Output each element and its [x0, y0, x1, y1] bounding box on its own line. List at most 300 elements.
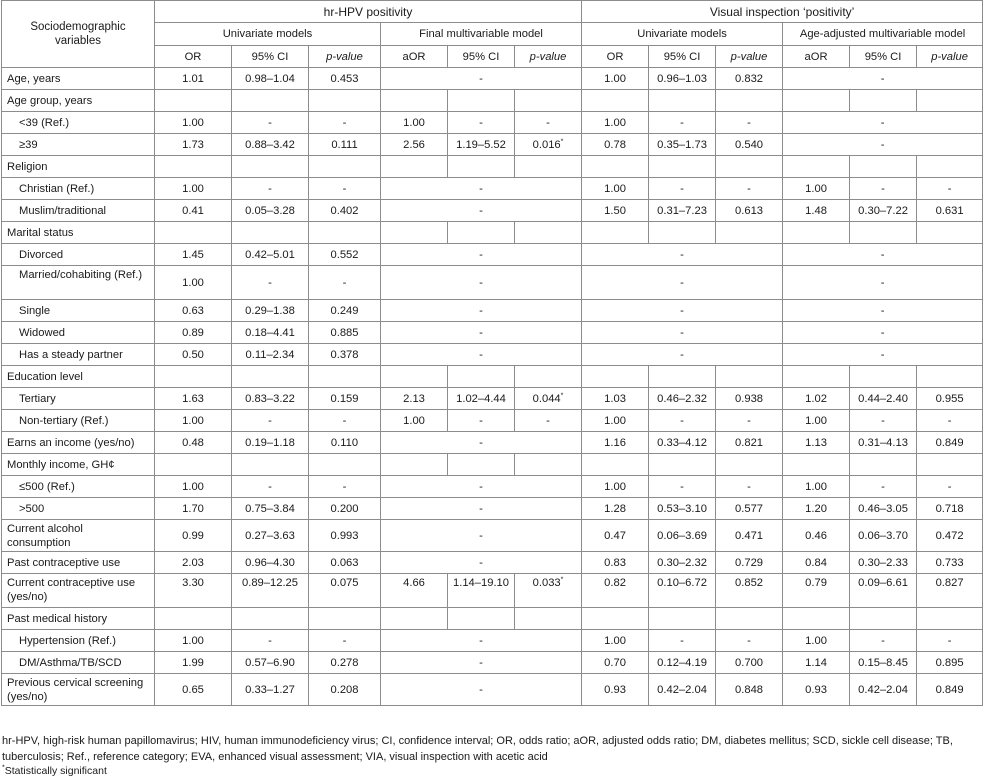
value-cell: [850, 200, 917, 222]
table-row: [2, 552, 983, 574]
empty-cell: [582, 156, 649, 178]
value-cell: [783, 520, 850, 552]
empty-cell: [232, 156, 309, 178]
row-label: <39 (Ref.): [2, 112, 155, 134]
cell-text: 1.00: [182, 116, 204, 129]
merged-cell: [381, 266, 582, 300]
value-cell: [716, 652, 783, 674]
header-ci: 95% CI: [850, 46, 917, 68]
value-cell: [582, 574, 649, 608]
cell-text: 0.31–4.13: [858, 436, 908, 449]
cell-text: 0.98–1.04: [245, 72, 295, 85]
table-footnotes: [2, 733, 982, 777]
value-cell: [783, 200, 850, 222]
merged-cell: [381, 476, 582, 498]
cell-text: 1.50: [604, 204, 626, 217]
significance-text: Statistically significant: [4, 765, 107, 777]
cell-text: 0.729: [735, 556, 764, 569]
cell-text: -: [680, 248, 684, 261]
value-cell: [155, 674, 232, 706]
value-cell: [381, 134, 448, 156]
value-cell: [232, 344, 309, 366]
cell-text: -: [880, 304, 885, 317]
cell-text: 1.02: [805, 392, 827, 405]
empty-cell: [582, 366, 649, 388]
value-cell: [716, 520, 783, 552]
cell-text: 0.57–6.90: [245, 656, 295, 669]
merged-cell: [783, 112, 983, 134]
cell-text: -: [268, 480, 272, 493]
cell-text: -: [747, 116, 751, 129]
empty-cell: [448, 90, 515, 112]
value-cell: [232, 68, 309, 90]
value-cell: [783, 674, 850, 706]
value-cell: [232, 112, 309, 134]
cell-text: -: [680, 116, 684, 129]
empty-cell: [716, 90, 783, 112]
value-cell: [850, 432, 917, 454]
value-cell: [716, 630, 783, 652]
value-cell: [850, 178, 917, 200]
cell-text: 0.27–3.63: [245, 529, 295, 542]
cell-text: 0.33–1.27: [245, 683, 295, 696]
empty-cell: [850, 90, 917, 112]
empty-cell: [448, 608, 515, 630]
value-cell: [582, 200, 649, 222]
value-cell: [381, 574, 448, 608]
cell-text: 2.03: [182, 556, 204, 569]
value-cell: [448, 574, 515, 608]
value-cell: [309, 344, 381, 366]
cell-text: 1.01: [182, 72, 204, 85]
table-row: [2, 498, 983, 520]
value-cell: [917, 574, 983, 608]
cell-text: -: [680, 634, 684, 647]
value-cell: [649, 674, 716, 706]
table-row: [2, 266, 983, 300]
value-cell: [783, 178, 850, 200]
empty-cell: [850, 454, 917, 476]
cell-text: -: [680, 276, 684, 289]
cell-text: 1.00: [604, 116, 626, 129]
empty-cell: [381, 454, 448, 476]
cell-text: 0.249: [330, 304, 359, 317]
value-cell: [582, 178, 649, 200]
value-cell: [232, 652, 309, 674]
value-cell: [917, 432, 983, 454]
section-label: Age group, years: [2, 90, 155, 112]
empty-cell: [716, 454, 783, 476]
empty-cell: [850, 366, 917, 388]
empty-cell: [716, 366, 783, 388]
cell-text: 0.044: [532, 392, 561, 405]
merged-cell: [381, 674, 582, 706]
value-cell: [515, 388, 582, 410]
header-hrhpv-positivity: hr-HPV positivity: [155, 1, 582, 23]
value-cell: [850, 388, 917, 410]
cell-text: 0.631: [935, 204, 964, 217]
cell-text: 0.540: [735, 138, 764, 151]
value-cell: [716, 410, 783, 432]
value-cell: [448, 112, 515, 134]
cell-text: -: [342, 480, 347, 493]
merged-cell: [381, 300, 582, 322]
empty-cell: [155, 222, 232, 244]
merged-cell: [582, 266, 783, 300]
cell-text: 1.20: [805, 502, 827, 515]
value-cell: [155, 388, 232, 410]
empty-cell: [783, 454, 850, 476]
table-row: [2, 410, 983, 432]
cell-text: 0.278: [330, 656, 359, 669]
empty-cell: [232, 222, 309, 244]
value-cell: [155, 68, 232, 90]
row-label: Married/cohabiting (Ref.): [2, 266, 155, 300]
cell-text: -: [747, 480, 751, 493]
cell-text: 1.70: [182, 502, 204, 515]
value-cell: [155, 520, 232, 552]
value-cell: [783, 388, 850, 410]
empty-cell: [917, 366, 983, 388]
empty-cell: [448, 222, 515, 244]
cell-text: -: [880, 116, 885, 129]
cell-text: -: [479, 116, 483, 129]
table-row: [2, 652, 983, 674]
empty-cell: [917, 90, 983, 112]
value-cell: [850, 574, 917, 608]
merged-cell: [783, 322, 983, 344]
value-cell: [515, 574, 582, 608]
value-cell: [155, 344, 232, 366]
cell-text: 0.96–1.03: [657, 72, 707, 85]
value-cell: [582, 498, 649, 520]
cell-text: -: [342, 276, 347, 289]
value-cell: [582, 410, 649, 432]
value-cell: [917, 520, 983, 552]
value-cell: [850, 520, 917, 552]
cell-text: -: [947, 414, 952, 427]
row-label: Divorced: [2, 244, 155, 266]
value-cell: [232, 574, 309, 608]
header-final-multivariable: Final multivariable model: [381, 23, 582, 46]
header-univariate-models-2: Univariate models: [582, 23, 783, 46]
table-row: [2, 344, 983, 366]
cell-text: 0.46: [805, 529, 827, 542]
row-label: ≥39: [2, 134, 155, 156]
row-label: Previous cervical screening (yes/no): [2, 674, 155, 706]
cell-text: 1.00: [805, 480, 827, 493]
table-row: [2, 156, 983, 178]
value-cell: [783, 476, 850, 498]
value-cell: [309, 410, 381, 432]
table-row: [2, 134, 983, 156]
cell-text: 0.44–2.40: [858, 392, 908, 405]
cell-text: 0.42–2.04: [657, 683, 707, 696]
cell-text: 0.83: [604, 556, 626, 569]
value-cell: [649, 200, 716, 222]
value-cell: [232, 674, 309, 706]
table-body: [2, 68, 983, 706]
value-cell: [917, 200, 983, 222]
empty-cell: [309, 90, 381, 112]
value-cell: [155, 266, 232, 300]
cell-text: -: [947, 182, 952, 195]
table-row: [2, 630, 983, 652]
cell-text: -: [880, 276, 885, 289]
row-label: ≤500 (Ref.): [2, 476, 155, 498]
value-cell: [716, 68, 783, 90]
header-ci: 95% CI: [232, 46, 309, 68]
value-cell: [582, 432, 649, 454]
merged-cell: [381, 630, 582, 652]
row-label: Single: [2, 300, 155, 322]
merged-cell: [582, 322, 783, 344]
significance-mark: *: [2, 764, 5, 772]
value-cell: [582, 674, 649, 706]
cell-text: 0.849: [935, 683, 964, 696]
cell-text: 0.159: [330, 392, 359, 405]
header-age-adjusted: Age-adjusted multivariable model: [783, 23, 983, 46]
value-cell: [309, 652, 381, 674]
cell-text: 0.53–3.10: [657, 502, 707, 515]
merged-cell: [783, 68, 983, 90]
empty-cell: [309, 156, 381, 178]
cell-text: 1.00: [805, 182, 827, 195]
cell-text: -: [268, 182, 272, 195]
cell-text: 1.00: [182, 182, 204, 195]
cell-text: -: [479, 182, 483, 195]
cell-text: -: [479, 304, 483, 317]
empty-cell: [232, 608, 309, 630]
empty-cell: [309, 454, 381, 476]
row-label: Past contraceptive use: [2, 552, 155, 574]
empty-cell: [515, 608, 582, 630]
cell-text: 1.48: [805, 204, 827, 217]
value-cell: [716, 498, 783, 520]
cell-text: 0.83–3.22: [245, 392, 295, 405]
value-cell: [155, 112, 232, 134]
cell-text: 1.00: [182, 414, 204, 427]
value-cell: [917, 388, 983, 410]
empty-cell: [155, 90, 232, 112]
empty-cell: [716, 608, 783, 630]
value-cell: [850, 498, 917, 520]
table-row: [2, 520, 983, 552]
cell-text: 0.938: [735, 392, 764, 405]
cell-text: 1.28: [604, 502, 626, 515]
cell-text: 0.09–6.61: [858, 577, 908, 589]
value-cell: [582, 134, 649, 156]
significance-mark: *: [560, 576, 564, 584]
value-cell: [309, 244, 381, 266]
cell-text: 1.45: [182, 248, 204, 261]
cell-text: -: [881, 414, 885, 427]
value-cell: [515, 134, 582, 156]
cell-text: 0.46–3.05: [858, 502, 908, 515]
cell-text: 0.075: [330, 577, 359, 589]
value-cell: [232, 200, 309, 222]
cell-text: -: [881, 480, 885, 493]
empty-cell: [515, 90, 582, 112]
merged-cell: [582, 244, 783, 266]
header-univariate-models-1: Univariate models: [155, 23, 381, 46]
cell-text: 1.00: [182, 480, 204, 493]
table-row: [2, 388, 983, 410]
value-cell: [155, 178, 232, 200]
header-variables: Sociodemographic variables: [2, 1, 155, 68]
value-cell: [309, 178, 381, 200]
cell-text: -: [947, 634, 952, 647]
value-cell: [783, 498, 850, 520]
row-label: Non-tertiary (Ref.): [2, 410, 155, 432]
cell-text: 0.93: [604, 683, 626, 696]
abbreviations-note: hr-HPV, high-risk human papillomavirus; HIV, human immunodeficiency virus; CI, confidence interval; OR, odds ratio; aOR, adjusted odds ratio; DM, diabetes mellitus; SCD, sickle cell disease; TB, tuberculosis; Ref., reference category; EVA, enhanced visual assessment; VIA, visual inspection with acetic acid: [2, 735, 953, 763]
cell-text: -: [479, 348, 483, 361]
cell-text: -: [546, 414, 550, 427]
empty-cell: [783, 90, 850, 112]
row-label: Age, years: [2, 68, 155, 90]
empty-cell: [381, 366, 448, 388]
value-cell: [448, 410, 515, 432]
cell-text: 0.30–2.32: [657, 556, 707, 569]
value-cell: [917, 410, 983, 432]
row-label: Has a steady partner: [2, 344, 155, 366]
cell-text: 1.00: [403, 414, 425, 427]
cell-text: 0.41: [182, 204, 204, 217]
value-cell: [381, 112, 448, 134]
cell-text: 0.79: [805, 577, 827, 589]
cell-text: -: [479, 683, 483, 696]
cell-text: 1.14–19.10: [453, 577, 509, 589]
value-cell: [716, 432, 783, 454]
value-cell: [155, 410, 232, 432]
cell-text: 1.00: [182, 634, 204, 647]
merged-cell: [783, 134, 983, 156]
merged-cell: [381, 520, 582, 552]
cell-text: -: [880, 248, 885, 261]
cell-text: 1.02–4.44: [456, 392, 506, 405]
cell-text: -: [479, 480, 483, 493]
cell-text: 1.03: [604, 392, 626, 405]
empty-cell: [515, 366, 582, 388]
header-aor: aOR: [783, 46, 850, 68]
table-row: [2, 90, 983, 112]
row-label: Tertiary: [2, 388, 155, 410]
value-cell: [783, 630, 850, 652]
value-cell: [155, 244, 232, 266]
value-cell: [850, 552, 917, 574]
empty-cell: [850, 608, 917, 630]
table-row: [2, 366, 983, 388]
value-cell: [917, 552, 983, 574]
value-cell: [515, 112, 582, 134]
value-cell: [850, 410, 917, 432]
cell-text: 0.46–2.32: [657, 392, 707, 405]
value-cell: [582, 68, 649, 90]
cell-text: 0.88–3.42: [245, 138, 295, 151]
merged-cell: [582, 344, 783, 366]
value-cell: [649, 498, 716, 520]
cell-text: 2.13: [403, 392, 425, 405]
empty-cell: [232, 366, 309, 388]
value-cell: [716, 178, 783, 200]
cell-text: 0.31–7.23: [657, 204, 707, 217]
cell-text: 0.895: [935, 656, 964, 669]
value-cell: [917, 652, 983, 674]
cell-text: 0.848: [735, 683, 764, 696]
empty-cell: [649, 608, 716, 630]
cell-text: 0.78: [604, 138, 626, 151]
row-label: DM/Asthma/TB/SCD: [2, 652, 155, 674]
value-cell: [649, 432, 716, 454]
cell-text: 0.06–3.70: [858, 529, 908, 542]
section-label: Past medical history: [2, 608, 155, 630]
value-cell: [309, 630, 381, 652]
cell-text: 1.99: [182, 656, 204, 669]
cell-text: 0.29–1.38: [245, 304, 295, 317]
empty-cell: [783, 366, 850, 388]
value-cell: [783, 432, 850, 454]
cell-text: 0.111: [331, 138, 358, 151]
row-label: Earns an income (yes/no): [2, 432, 155, 454]
table-row: [2, 608, 983, 630]
empty-cell: [850, 156, 917, 178]
cell-text: -: [268, 116, 272, 129]
empty-cell: [917, 454, 983, 476]
value-cell: [716, 574, 783, 608]
value-cell: [155, 300, 232, 322]
cell-text: -: [546, 116, 550, 129]
cell-text: 0.208: [330, 683, 359, 696]
section-label: Marital status: [2, 222, 155, 244]
value-cell: [232, 300, 309, 322]
value-cell: [649, 574, 716, 608]
header-or: OR: [155, 46, 232, 68]
value-cell: [155, 200, 232, 222]
header-ci: 95% CI: [448, 46, 515, 68]
value-cell: [232, 266, 309, 300]
value-cell: [309, 552, 381, 574]
cell-text: 0.033: [532, 577, 561, 589]
cell-text: -: [479, 248, 483, 261]
empty-cell: [381, 608, 448, 630]
table-row: [2, 454, 983, 476]
value-cell: [649, 112, 716, 134]
empty-cell: [515, 454, 582, 476]
row-label: Current contraceptive use (yes/no): [2, 574, 155, 608]
cell-text: -: [881, 634, 885, 647]
empty-cell: [232, 90, 309, 112]
merged-cell: [381, 200, 582, 222]
cell-text: -: [268, 634, 272, 647]
value-cell: [716, 388, 783, 410]
cell-text: 1.73: [182, 138, 204, 151]
merged-cell: [381, 244, 582, 266]
value-cell: [649, 520, 716, 552]
empty-cell: [783, 608, 850, 630]
merged-cell: [783, 300, 983, 322]
row-label: >500: [2, 498, 155, 520]
table-row: [2, 322, 983, 344]
value-cell: [649, 68, 716, 90]
value-cell: [716, 112, 783, 134]
merged-cell: [381, 178, 582, 200]
section-label: Monthly income, GH¢: [2, 454, 155, 476]
empty-cell: [850, 222, 917, 244]
empty-cell: [155, 156, 232, 178]
cell-text: 1.00: [182, 276, 204, 289]
cell-text: 0.110: [330, 436, 359, 449]
